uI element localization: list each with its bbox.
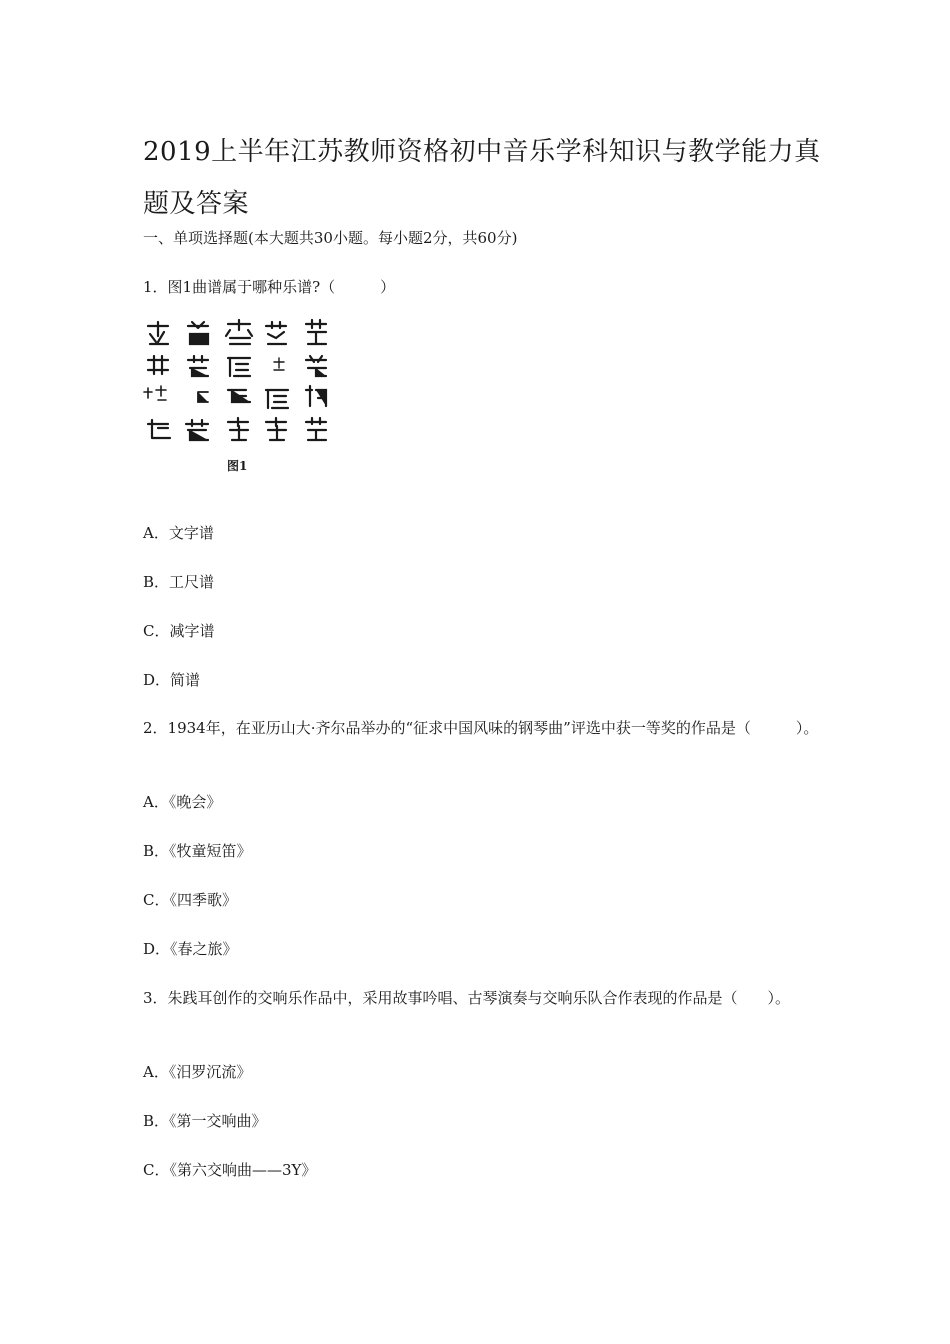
question-2-option-a: A．《晚会》	[143, 793, 222, 811]
jianzipu-glyph	[186, 420, 208, 440]
question-1-option-b: B．工尺谱	[143, 573, 215, 591]
jianzipu-glyph	[188, 322, 208, 344]
jianzipu-glyph	[306, 386, 326, 406]
jianzipu-glyph	[198, 392, 208, 402]
section-heading: 一、单项选择题(本大题共30小题。每小题2分，共60分)	[143, 229, 518, 247]
jianzipu-glyph	[266, 390, 288, 408]
question-2-option-b: B．《牧童短笛》	[143, 842, 252, 860]
figure-caption: 图1	[227, 459, 248, 473]
question-3-stem: 3．朱践耳创作的交响乐作品中，采用故事吟唱、古琴演奏与交响乐队合作表现的作品是（ ）。	[143, 989, 791, 1007]
jianzipu-glyph	[188, 356, 208, 376]
jianzipu-figure	[140, 318, 340, 478]
jianzipu-glyph	[306, 320, 326, 344]
question-1-option-a: A．文字谱	[143, 524, 214, 542]
question-3-option-c: C．《第六交响曲——3Y》	[143, 1161, 317, 1179]
jianzipu-glyph	[228, 390, 250, 402]
jianzipu-score-image	[140, 318, 340, 478]
jianzipu-glyph	[228, 418, 248, 440]
question-2-option-c: C．《四季歌》	[143, 891, 237, 909]
jianzipu-glyph	[274, 358, 284, 370]
jianzipu-glyph	[228, 358, 250, 376]
jianzipu-glyph	[148, 322, 168, 344]
jianzipu-glyph	[266, 418, 286, 440]
jianzipu-glyph	[226, 320, 252, 344]
question-2-option-d: D．《春之旅》	[143, 940, 238, 958]
jianzipu-glyph	[148, 420, 170, 438]
question-1-stem: 1．图1曲谱属于哪种乐谱?（ ）	[143, 278, 396, 296]
jianzipu-glyph	[144, 386, 166, 400]
question-3-option-a: A．《汨罗沉流》	[143, 1063, 252, 1081]
question-3-option-b: B．《第一交响曲》	[143, 1112, 267, 1130]
document-title: 2019上半年江苏教师资格初中音乐学科知识与教学能力真题及答案	[143, 137, 821, 219]
question-2-stem: 2．1934年，在亚历山大·齐尔品举办的“征求中国风味的钢琴曲”评选中获一等奖的作品是（ ）。	[143, 719, 819, 737]
jianzipu-glyph	[148, 356, 168, 374]
question-1-option-d: D．简谱	[143, 671, 201, 689]
jianzipu-glyph	[306, 356, 326, 376]
jianzipu-glyph	[306, 418, 326, 440]
jianzipu-glyph	[266, 322, 286, 344]
question-1-option-c: C．减字谱	[143, 622, 215, 640]
